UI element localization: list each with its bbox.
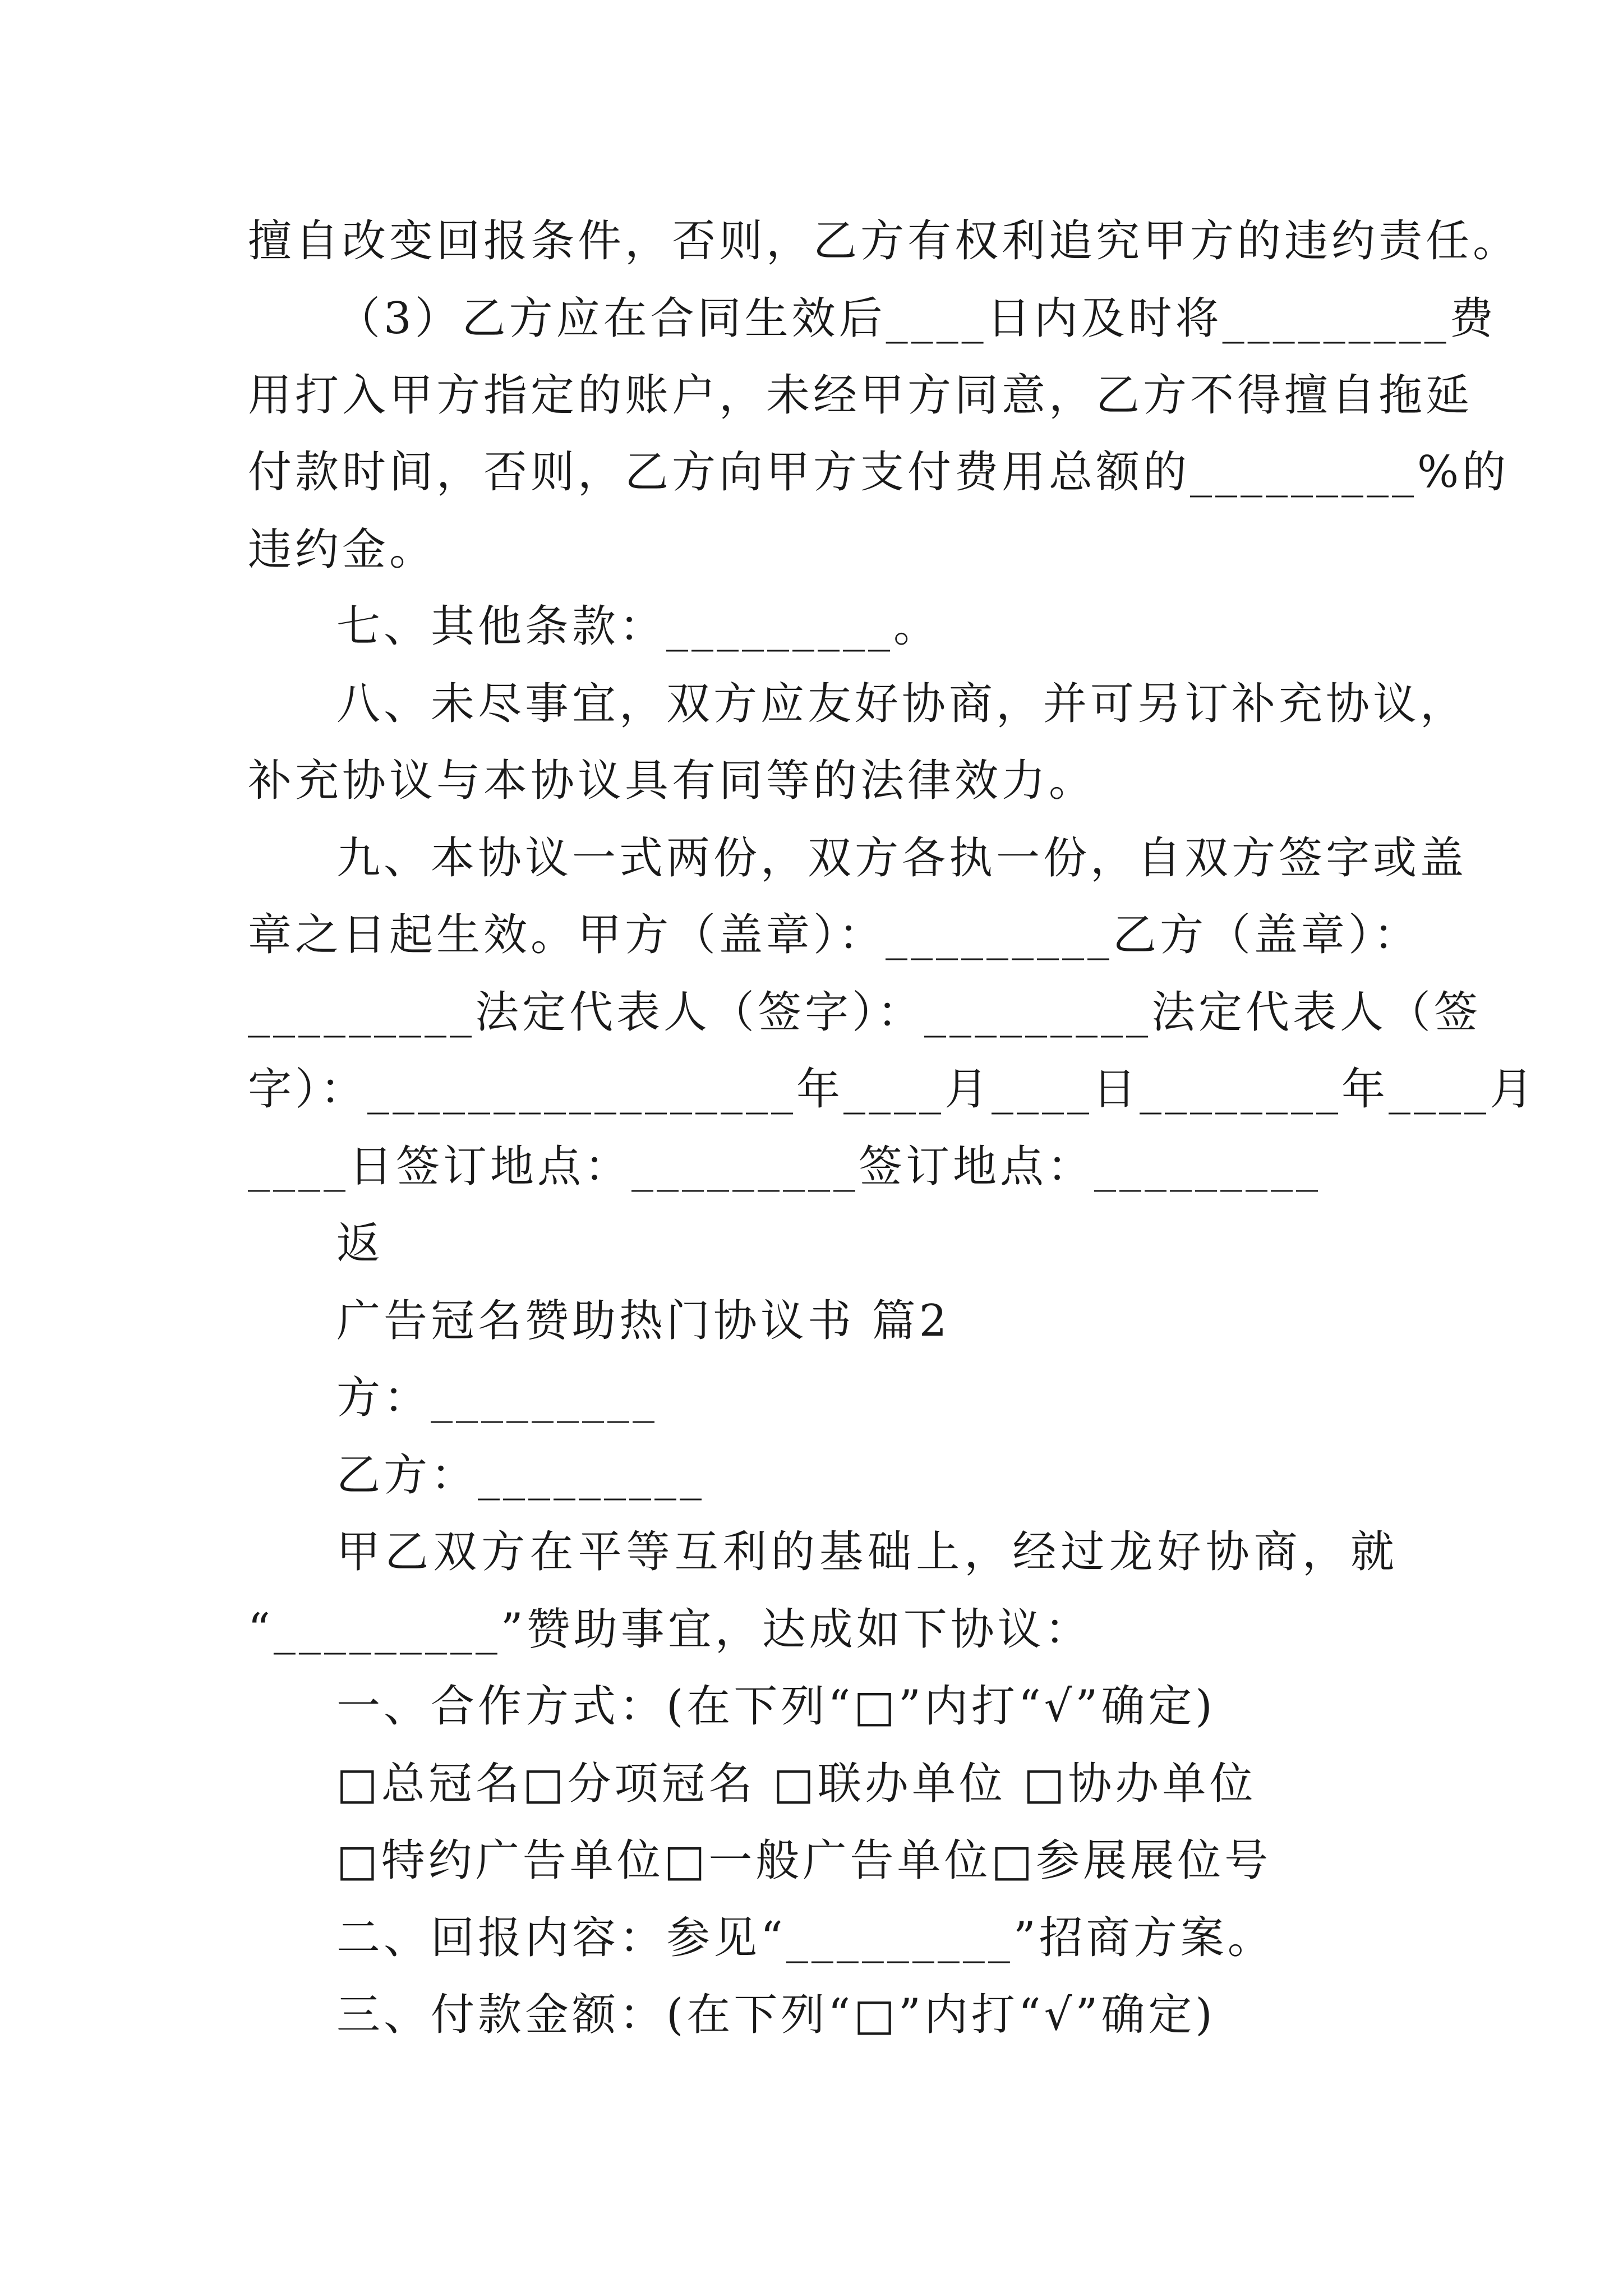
text-line: 用打入甲方指定的账户，未经甲方同意，乙方不得擅自拖延 (248, 370, 1473, 421)
text-line: 三、付款金额：(在下列“□”内打“√”确定) (336, 1990, 1216, 2040)
text-line: 七、其他条款：_________。 (336, 601, 941, 652)
text-line: 乙方：_________ (336, 1450, 706, 1501)
text-line: _________法定代表人（签字）：_________法定代表人（签 (248, 987, 1482, 1038)
text-line: （3）乙方应在合同生效后____日内及时将_________费 (336, 293, 1497, 344)
text-line: 付款时间，否则，乙方向甲方支付费用总额的_________%的 (248, 447, 1510, 498)
text-line: 九、本协议一式两份，双方各执一份，自双方签字或盖 (336, 833, 1468, 884)
text-line: □特约广告单位□一般广告单位□参展展位号 (336, 1835, 1272, 1886)
text-line: 八、未尽事宜，双方应友好协商，并可另订补充协议， (336, 679, 1468, 729)
text-line: 擅自改变回报条件，否则，乙方有权利追究甲方的违约责任。 (248, 216, 1520, 266)
text-line: 方：_________ (336, 1373, 658, 1423)
text-line: ____日签订地点：_________签订地点：_________ (248, 1142, 1322, 1192)
text-line: 补充协议与本协议具有同等的法律效力。 (248, 756, 1096, 806)
text-line: 返 (336, 1218, 384, 1269)
text-line: 字）：_________________年____月____日________年____月 (248, 1064, 1537, 1115)
text-line: 甲乙双方在平等互利的基础上，经过龙好协商，就 (336, 1527, 1398, 1577)
text-line: □总冠名□分项冠名 □联办单位 □协办单位 (336, 1759, 1257, 1809)
text-line: 章之日起生效。甲方（盖章）：_________乙方（盖章）： (248, 910, 1421, 960)
text-line: 二、回报内容：参见“_________”招商方案。 (336, 1913, 1275, 1963)
text-line: “_________”赞助事宜，达成如下协议： (248, 1604, 1092, 1655)
section-heading: 广告冠名赞助热门协议书 篇2 (336, 1296, 951, 1346)
text-line: 违约金。 (248, 524, 437, 575)
text-line: 一、合作方式：(在下列“□”内打“√”确定) (336, 1681, 1216, 1732)
